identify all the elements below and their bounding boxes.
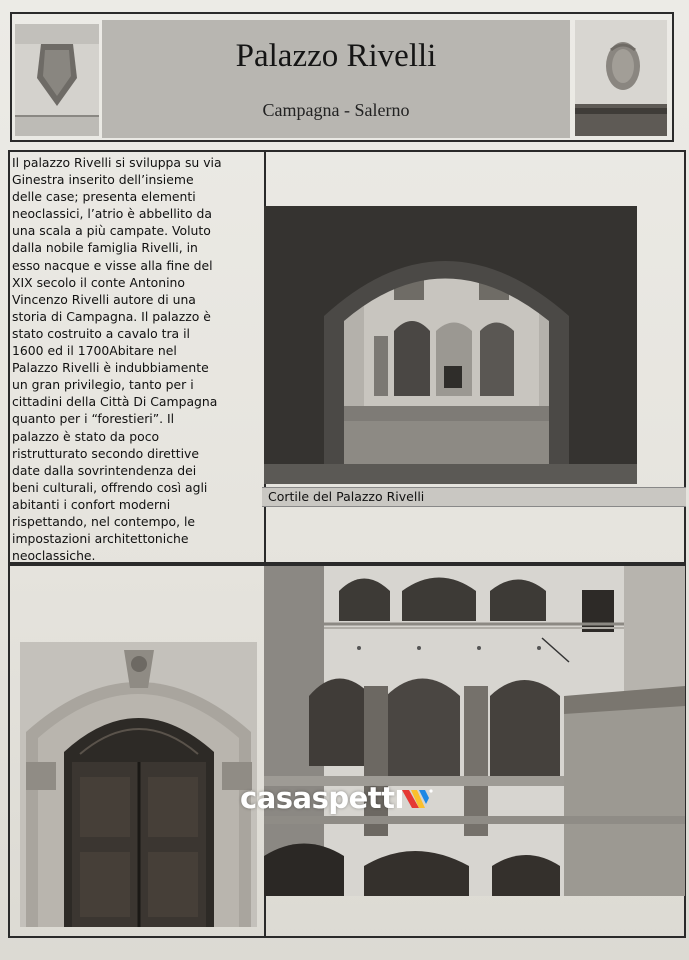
watermark-mark-icon (395, 786, 433, 810)
header-left-image (15, 24, 99, 136)
page-subtitle: Campagna - Salerno (262, 100, 410, 120)
body-paragraph: Il palazzo Rivelli si sviluppa su via Ginestra inserito dell’insieme delle case; presenta elementi neoclassici, l’atrio è abbellito da una scala a più campate. Voluto dalla nobile famiglia Rivelli, in esso nacque e visse alla fine del XIX secolo il conte Antonino Vincenzo Rivelli autore di una storia di Campagna. Il palazzo è stato costruito a cavalo tra il 1600 ed il 1700Abitare nel Palazzo Rivelli è indubbiamente un gran privilegio, tanto per i cittadini della Città Di Campagna quanto per i “forestieri”. Il palazzo è stato da poco ristrutturato secondo direttive date dalla sovrintendenza dei beni culturali, offrendo così agli abitanti i confort moderni rispettando, nel contempo, le impostazioni architettoniche neoclassiche. (12, 155, 222, 564)
courtyard-photo (264, 206, 637, 484)
facade-photo (264, 566, 685, 896)
header-right-image (575, 20, 667, 136)
watermark-text: casaspett (240, 781, 395, 815)
watermark-logo (240, 781, 433, 815)
photo-caption: Cortile del Palazzo Rivelli (268, 489, 425, 504)
portal-photo (20, 642, 257, 927)
page-title: Palazzo Rivelli (235, 38, 437, 74)
